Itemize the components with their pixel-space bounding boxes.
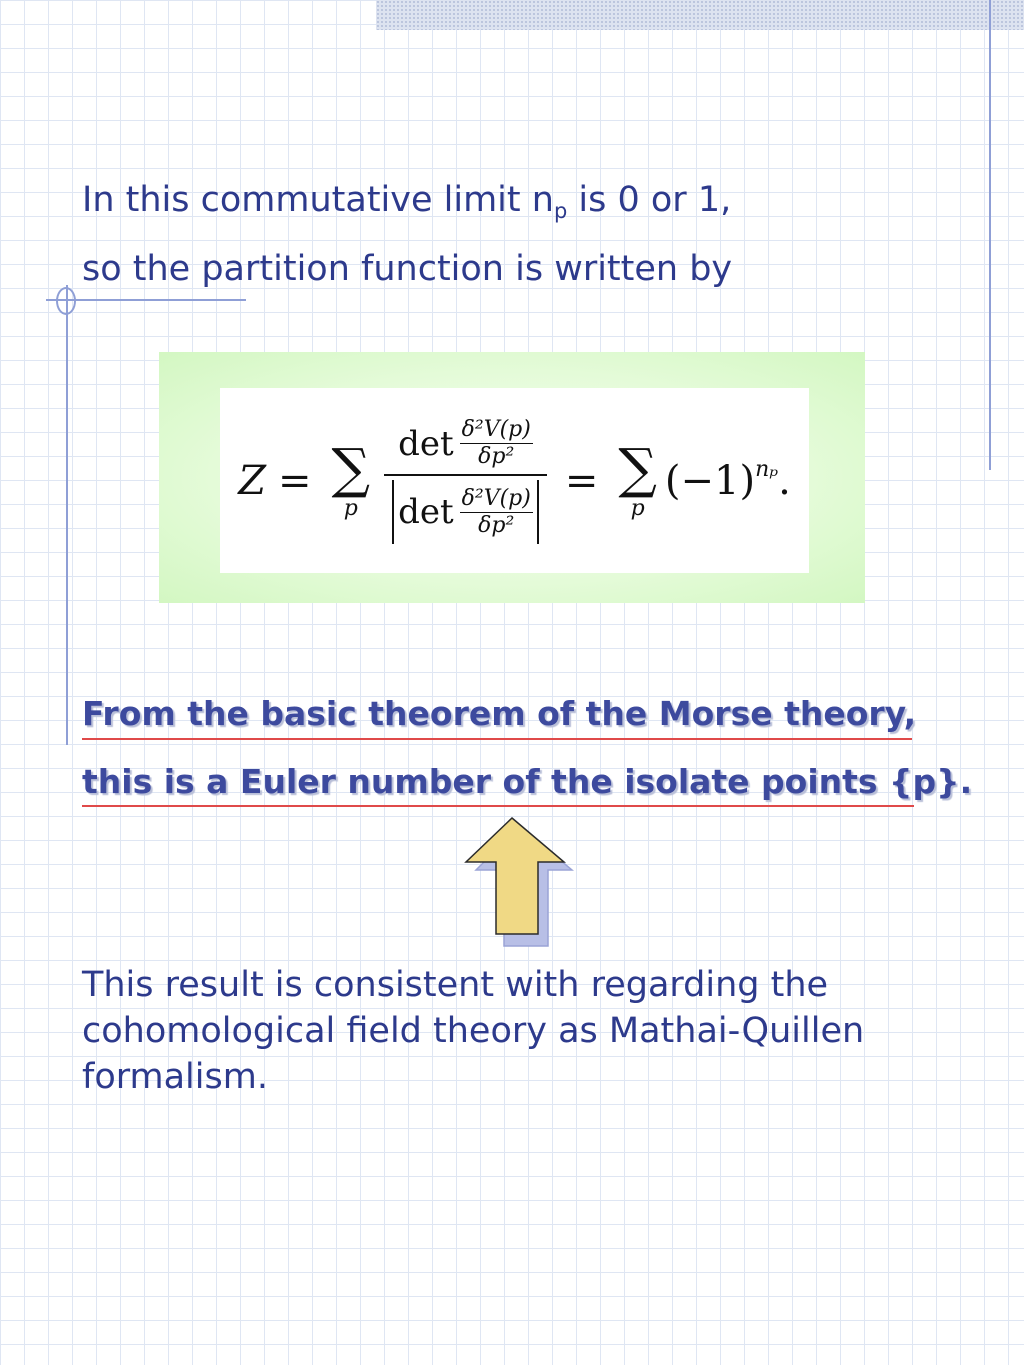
intro-line-2: so the partition function is written by [82,249,733,289]
formula-equals-2: = [564,457,599,504]
formula-numerator: det $\frac{\text{δ²V(p)}}{\text{δp²}}$ [398,417,531,469]
underline-1 [82,738,912,740]
intro-line-1: In this commutative limit $n_p$ is 0 or 1, [82,180,732,223]
formula-lhs: Z [238,457,266,504]
underline-2 [82,805,914,807]
decorative-horizontal-rule [46,299,246,301]
morse-theorem-line-2: this is a Euler number of the isolate points {p}. [82,762,973,801]
right-vertical-rule [989,0,991,470]
partition-function-formula [220,388,809,573]
conclusion-paragraph: This result is consistent with regarding the cohomological field theory as Mathai-Quillen formalism. [82,965,865,1097]
left-vertical-rule [66,285,68,745]
formula-main-fraction [384,417,547,544]
formula-rhs: $(-1)^{n_p}$. [664,457,791,504]
morse-theorem-line-1: From the basic theorem of the Morse theory, [82,694,917,733]
decorative-circle-icon [56,287,76,315]
header-pattern-bar [376,0,1024,30]
up-arrow-icon [462,816,574,948]
formula-equals: = [278,457,312,504]
formula-sum-left: ∑ p [331,436,371,521]
formula-denominator: det $\frac{\text{δ²V(p)}}{\text{δp²}}$ [384,474,547,544]
formula-sum-right: ∑ p [618,436,657,521]
